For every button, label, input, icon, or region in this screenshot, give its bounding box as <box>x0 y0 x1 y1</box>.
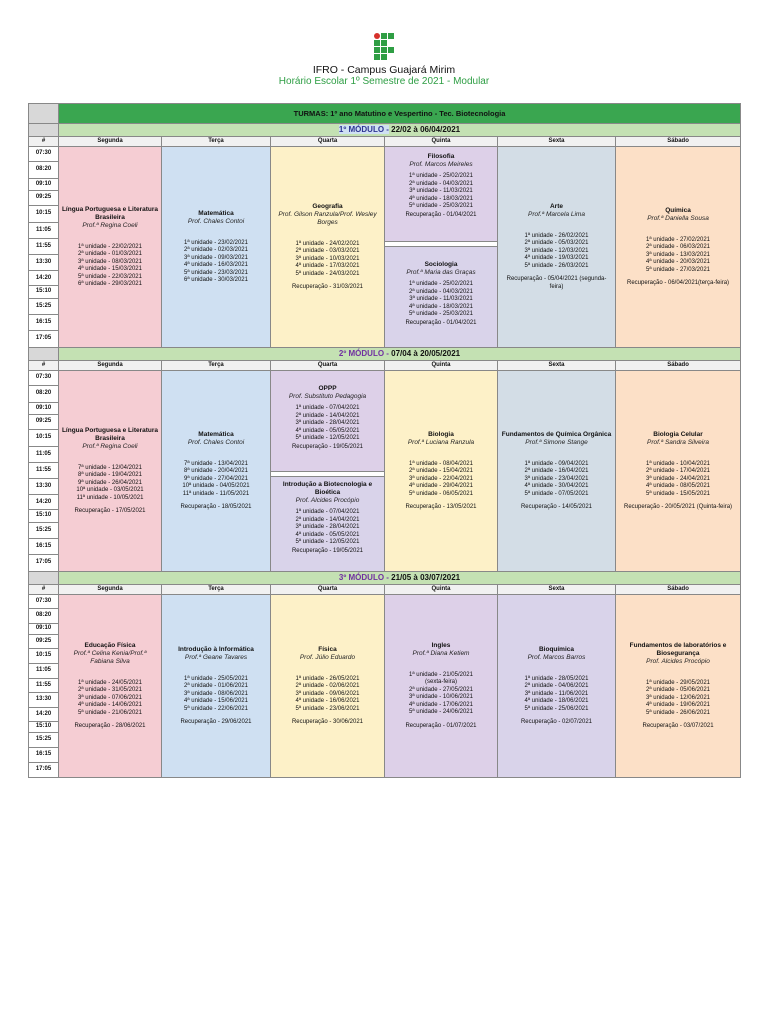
time-slot: 15:25 <box>29 298 59 314</box>
time-slot: 09:25 <box>29 414 59 429</box>
class-cell-mon <box>59 147 162 348</box>
recovery-date: Recuperação - 31/03/2021 <box>291 284 364 290</box>
evaluation-units <box>500 233 613 271</box>
time-slot: 15:10 <box>29 510 59 522</box>
professor-name: Prof. Marcos Barros <box>527 653 586 661</box>
class-cell-fri <box>498 147 616 348</box>
time-slot: 11:05 <box>29 222 59 238</box>
module-name: 3º MÓDULO - <box>338 573 389 583</box>
unit-date: 2ª unidade - 02/03/2021 <box>184 247 248 253</box>
class-block-biotecnologia <box>271 477 384 571</box>
professor-name: Prof.ª Geane Tavares <box>184 653 248 661</box>
professor-name: Prof.ª Maria das Graças <box>406 269 476 276</box>
ifro-logo-icon <box>374 33 394 60</box>
time-slot: 11:55 <box>29 239 59 254</box>
unit-date: 2ª unidade - 15/04/2021 <box>409 468 473 474</box>
class-cell-fri <box>498 371 616 572</box>
subject-name: Física <box>318 645 337 653</box>
unit-date: 2ª unidade - 03/03/2021 <box>295 248 360 254</box>
subject-name: Sociologia <box>424 261 458 268</box>
unit-date: 1ª unidade - 24/02/2021 <box>295 240 360 247</box>
evaluation-units <box>164 240 268 285</box>
unit-date: 1ª unidade - 27/02/2021 <box>646 236 710 243</box>
time-row <box>29 595 741 609</box>
time-slot: 08:20 <box>29 386 59 402</box>
page-title: IFRO - Campus Guajará Mirim <box>312 64 456 76</box>
professor-name: Prof.ª Luciana Ranzula <box>407 438 475 446</box>
subject-name: Arte <box>549 202 563 210</box>
module-title <box>59 124 741 137</box>
time-slot: 09:10 <box>29 402 59 414</box>
unit-date: 5ª unidade - 24/03/2021 <box>295 270 360 277</box>
unit-date: 2ª unidade - 04/03/2021 <box>409 288 473 295</box>
weekday-header-row <box>29 361 741 371</box>
time-slot: 10:15 <box>29 206 59 222</box>
weekday-header: Segunda <box>59 585 162 595</box>
hash-header: # <box>29 361 59 371</box>
weekday-header: Terça <box>162 361 271 371</box>
professor-name: Prof. Gilson Ranzula/Prof. Wesley Borges <box>278 210 377 226</box>
weekday-header: Quinta <box>385 361 498 371</box>
module-title-row <box>29 124 741 137</box>
evaluation-units <box>164 461 268 499</box>
unit-date: 2ª unidade - 01/06/2021 <box>184 683 248 689</box>
evaluation-units <box>500 676 613 714</box>
evaluation-units <box>273 676 382 714</box>
evaluation-units <box>618 680 738 718</box>
unit-date: 5ª unidade - 25/03/2021 <box>409 203 473 209</box>
weekday-header: Terça <box>162 137 271 147</box>
unit-date: 2ª unidade - 27/05/2021 <box>409 686 473 693</box>
class-cell-wed <box>271 595 385 778</box>
unit-date: 4ª unidade - 18/03/2021 <box>409 195 473 202</box>
unit-date: 8ª unidade - 19/04/2021 <box>78 472 142 478</box>
unit-date: 3ª unidade - 12/06/2021 <box>646 694 710 701</box>
professor-name: Prof.ª Marcela Lima <box>528 210 585 218</box>
class-cell-fri <box>498 595 616 778</box>
weekday-header: Quarta <box>271 585 385 595</box>
subject-name: Introdução a Biotecnologia e Bioética <box>282 481 373 496</box>
subject-name: Bioquímica <box>538 645 575 653</box>
unit-date: 4ª unidade - 15/06/2021 <box>184 698 248 704</box>
time-slot: 14:20 <box>29 495 59 510</box>
unit-date: 5ª unidade - 06/05/2021 <box>409 490 473 497</box>
unit-date: 2ª unidade - 06/03/2021 <box>646 244 710 250</box>
unit-date: 8ª unidade - 20/04/2021 <box>184 468 248 474</box>
professor-name: Prof.ª Simone Stange <box>525 438 588 446</box>
unit-date: 2ª unidade - 05/03/2021 <box>524 240 589 247</box>
class-cell-sat <box>616 595 741 778</box>
hash-header: # <box>29 585 59 595</box>
recovery-date: Recuperação - 05/04/2021 (segunda-feira) <box>506 276 607 290</box>
subject-name: Educação Física <box>84 641 136 649</box>
evaluation-units <box>271 405 384 443</box>
unit-date: 2ª unidade - 16/04/2021 <box>524 468 589 474</box>
unit-date: 3ª unidade - 12/03/2021 <box>524 247 589 254</box>
turmas-banner: TURMAS: 1º ano Matutino e Vespertino - Tec. Biotecnologia <box>59 104 741 124</box>
evaluation-units <box>387 461 495 499</box>
module-dates: 21/05 à 03/07/2021 <box>388 573 461 583</box>
recovery-date: Recuperação - 19/05/2021 <box>291 547 364 554</box>
corner-cell <box>29 104 59 124</box>
module-title <box>59 572 741 585</box>
subject-name: OPPP <box>318 385 337 392</box>
unit-date: 4ª unidade - 17/06/2021 <box>409 701 473 708</box>
unit-date: 5ª unidade - 23/03/2021 <box>184 269 248 276</box>
unit-date: 2ª unidade - 04/03/2021 <box>409 180 473 187</box>
unit-date: 2ª unidade - 31/05/2021 <box>78 687 142 693</box>
unit-date: 3ª unidade - 28/04/2021 <box>295 420 360 426</box>
unit-date: 5ª unidade - 25/03/2021 <box>409 311 473 317</box>
weekday-header: Sábado <box>616 361 741 371</box>
weekday-header: Sexta <box>498 585 616 595</box>
class-cell-sat <box>616 147 741 348</box>
unit-date: 4ª unidade - 17/03/2021 <box>295 263 360 269</box>
unit-date: 4ª unidade - 18/06/2021 <box>524 698 589 704</box>
time-slot: 10:15 <box>29 649 59 664</box>
evaluation-units <box>385 281 497 319</box>
class-block-sociologia <box>385 247 497 347</box>
time-slot: 08:20 <box>29 162 59 178</box>
time-slot: 09:10 <box>29 178 59 190</box>
evaluation-units <box>618 461 738 499</box>
time-slot: 13:30 <box>29 693 59 708</box>
unit-date: 3ª unidade - 10/06/2021 <box>409 694 473 701</box>
unit-date: 1ª unidade - 24/05/2021 <box>78 679 142 686</box>
professor-name: Prof.ª Sandra Silveira <box>647 438 710 446</box>
unit-date: 4ª unidade - 16/03/2021 <box>184 262 248 268</box>
time-slot: 13:30 <box>29 254 59 270</box>
unit-date: 4ª unidade - 30/04/2021 <box>524 483 589 489</box>
unit-date: 1ª unidade - 28/05/2021 <box>524 675 589 682</box>
time-slot: 11:55 <box>29 463 59 478</box>
unit-date: 2ª unidade - 01/03/2021 <box>78 251 142 257</box>
unit-date: 1ª unidade - 26/05/2021 <box>295 675 360 682</box>
unit-date: 2ª unidade - 14/04/2021 <box>295 412 360 419</box>
recovery-date: Recuperação - 01/04/2021 <box>405 319 477 326</box>
subject-name: Matemática <box>198 430 234 438</box>
page-header <box>0 26 768 88</box>
unit-date: 5ª unidade - 15/05/2021 <box>646 490 710 497</box>
professor-name: Prof. Alcides Procópio <box>295 497 360 504</box>
corner-cell <box>29 572 59 585</box>
subject-name: Fundamentos de Química Orgânica <box>501 430 612 438</box>
unit-date: 4ª unidade - 18/03/2021 <box>409 303 473 310</box>
unit-date: 3ª unidade - 22/04/2021 <box>409 475 473 482</box>
weekday-header-row <box>29 585 741 595</box>
evaluation-units <box>273 241 382 279</box>
time-slot: 16:15 <box>29 315 59 331</box>
recovery-date: Recuperação - 02/07/2021 <box>520 719 593 725</box>
unit-date: 6ª unidade - 30/03/2021 <box>184 277 248 283</box>
recovery-date: Recuperação - 01/04/2021 <box>405 211 477 218</box>
unit-date: 4ª unidade - 14/06/2021 <box>78 702 142 708</box>
unit-date: 4ª unidade - 29/04/2021 <box>409 483 473 489</box>
unit-date: 3ª unidade - 08/06/2021 <box>184 690 248 697</box>
time-slot: 15:10 <box>29 286 59 298</box>
time-slot: 07:30 <box>29 371 59 386</box>
unit-date: 1ª unidade - 21/05/2021 <box>409 671 473 678</box>
unit-date: 1ª unidade - 07/04/2021 <box>295 405 360 411</box>
time-slot: 07:30 <box>29 595 59 609</box>
unit-date: 2ª unidade - 05/06/2021 <box>646 687 710 693</box>
time-slot: 14:20 <box>29 271 59 286</box>
subject-name: Filosofia <box>427 153 455 160</box>
evaluation-units <box>61 244 159 289</box>
unit-date: 5ª unidade - 22/03/2021 <box>78 273 142 280</box>
unit-date: 5ª unidade - 26/06/2021 <box>646 709 710 716</box>
unit-date: 4ª unidade - 05/05/2021 <box>295 427 360 434</box>
time-slot: 16:15 <box>29 539 59 555</box>
subject-name: Língua Portuguesa e Literatura Brasileira <box>61 205 159 221</box>
class-cell-thu <box>385 371 498 572</box>
professor-name: Prof.ª Regina Coeli <box>82 221 138 229</box>
professor-name: Prof.ª Daniella Sousa <box>647 214 709 222</box>
unit-date: 7ª unidade - 12/04/2021 <box>78 464 142 471</box>
time-slot: 09:25 <box>29 190 59 205</box>
time-slot: 16:15 <box>29 748 59 763</box>
unit-date: 2ª unidade - 04/06/2021 <box>524 683 589 689</box>
class-block-filosofia <box>385 147 497 241</box>
time-slot: 15:25 <box>29 522 59 538</box>
unit-date: 1ª unidade - 10/04/2021 <box>646 460 710 467</box>
unit-date: 3ª unidade - 11/03/2021 <box>409 188 473 194</box>
unit-date: 3ª unidade - 11/03/2021 <box>409 296 473 302</box>
time-row <box>29 147 741 162</box>
weekday-header: Segunda <box>59 361 162 371</box>
module-name: 1º MÓDULO - <box>338 125 389 135</box>
subject-name: Língua Portuguesa e Literatura Brasileira <box>61 426 159 442</box>
weekday-header: Quarta <box>271 361 385 371</box>
time-slot: 09:25 <box>29 635 59 649</box>
weekday-header-row <box>29 137 741 147</box>
time-slot: 15:10 <box>29 722 59 733</box>
module-title <box>59 348 741 361</box>
unit-date: 5ª unidade - 12/05/2021 <box>295 539 360 545</box>
unit-date: 3ª unidade - 07/06/2021 <box>78 694 142 701</box>
unit-date: 3ª unidade - 08/03/2021 <box>78 258 142 265</box>
class-cell-tue <box>162 371 271 572</box>
recovery-date: Recuperação - 13/05/2021 <box>405 504 477 510</box>
unit-date: 1ª unidade - 25/02/2021 <box>409 281 473 287</box>
unit-date: 5ª unidade - 25/06/2021 <box>524 705 589 712</box>
recovery-date: Recuperação - 18/05/2021 <box>180 504 252 510</box>
time-slot: 14:20 <box>29 708 59 722</box>
unit-date: 1ª unidade - 08/04/2021 <box>409 460 473 467</box>
time-slot: 11:55 <box>29 679 59 693</box>
evaluation-units <box>164 676 268 714</box>
professor-name: Prof. Marcos Meireles <box>409 161 473 168</box>
unit-date: 5ª unidade - 07/05/2021 <box>524 490 589 497</box>
time-slot: 17:05 <box>29 331 59 348</box>
unit-date: 7ª unidade - 13/04/2021 <box>184 460 248 467</box>
class-block-oppp <box>271 371 384 471</box>
time-slot: 13:30 <box>29 478 59 494</box>
unit-date: (sexta-feira) <box>424 679 457 686</box>
professor-name: Prof. Chales Contoi <box>187 217 245 225</box>
unit-date: 10ª unidade - 04/05/2021 <box>182 483 250 489</box>
unit-date: 1ª unidade - 22/02/2021 <box>78 243 142 250</box>
class-cell-mon <box>59 371 162 572</box>
unit-date: 2ª unidade - 14/04/2021 <box>295 516 360 523</box>
weekday-header: Quinta <box>385 585 498 595</box>
unit-date: 3ª unidade - 23/04/2021 <box>524 475 589 482</box>
unit-date: 11ª unidade - 10/05/2021 <box>76 494 144 501</box>
hash-header: # <box>29 137 59 147</box>
time-slot: 09:10 <box>29 624 59 635</box>
class-cell-tue <box>162 595 271 778</box>
subject-name: Biologia <box>428 430 454 438</box>
class-cell-thu <box>385 147 498 348</box>
weekday-header: Terça <box>162 585 271 595</box>
unit-date: 3ª unidade - 11/06/2021 <box>524 690 589 697</box>
time-slot: 08:20 <box>29 609 59 624</box>
recovery-date: Recuperação - 28/06/2021 <box>74 723 146 729</box>
weekday-header: Sexta <box>498 137 616 147</box>
subject-name: Introdução à Informática <box>178 645 254 653</box>
recovery-date: Recuperação - 29/06/2021 <box>180 719 252 725</box>
unit-date: 9ª unidade - 27/04/2021 <box>184 475 248 482</box>
professor-name: Prof. Substituto Pedagogia <box>288 393 367 400</box>
unit-date: 11ª unidade - 11/05/2021 <box>182 490 250 497</box>
unit-date: 5ª unidade - 21/06/2021 <box>78 709 142 716</box>
recovery-date: Recuperação - 03/07/2021 <box>642 723 714 729</box>
time-slot: 15:25 <box>29 733 59 748</box>
unit-date: 4ª unidade - 16/06/2021 <box>295 698 360 704</box>
corner-cell <box>29 348 59 361</box>
module-name: 2º MÓDULO - <box>338 349 389 359</box>
evaluation-units <box>61 680 159 718</box>
recovery-date: Recuperação - 14/05/2021 <box>520 504 593 510</box>
module-title-row <box>29 348 741 361</box>
subject-name: Ingles <box>431 641 451 649</box>
weekday-header: Sexta <box>498 361 616 371</box>
unit-date: 1ª unidade - 26/02/2021 <box>524 232 589 239</box>
time-slot: 11:05 <box>29 664 59 679</box>
unit-date: 5ª unidade - 23/06/2021 <box>295 705 360 712</box>
professor-name: Prof.ª Diana Ketiem <box>412 649 470 657</box>
weekday-header: Quarta <box>271 137 385 147</box>
recovery-date: Recuperação - 06/04/2021(terça-feira) <box>626 280 730 286</box>
class-cell-thu <box>385 595 498 778</box>
professor-name: Prof. Alcides Procópio <box>646 657 710 665</box>
weekday-header: Segunda <box>59 137 162 147</box>
time-row <box>29 371 741 386</box>
unit-date: 1ª unidade - 25/02/2021 <box>409 173 473 179</box>
subject-name: Química <box>665 206 691 214</box>
unit-date: 3ª unidade - 24/04/2021 <box>646 475 710 482</box>
unit-date: 3ª unidade - 13/03/2021 <box>646 251 710 258</box>
evaluation-units <box>500 461 613 499</box>
time-slot: 07:30 <box>29 147 59 162</box>
page-subtitle: Horário Escolar 1º Semestre de 2021 - Modular <box>278 76 490 87</box>
unit-date: 1ª unidade - 07/04/2021 <box>295 509 360 515</box>
professor-name: Prof.ª Regina Coeli <box>82 442 138 450</box>
schedule-table <box>28 103 741 778</box>
unit-date: 1ª unidade - 25/05/2021 <box>184 675 248 682</box>
class-cell-wed <box>271 371 385 572</box>
weekday-header: Sábado <box>616 585 741 595</box>
module-dates: 22/02 à 06/04/2021 <box>388 125 461 135</box>
unit-date: 1ª unidade - 23/02/2021 <box>184 239 248 246</box>
unit-date: 10ª unidade - 03/05/2021 <box>76 487 144 493</box>
class-cell-tue <box>162 147 271 348</box>
unit-date: 2ª unidade - 02/06/2021 <box>295 683 360 689</box>
unit-date: 3ª unidade - 09/03/2021 <box>184 254 248 261</box>
unit-date: 5ª unidade - 24/06/2021 <box>409 709 473 716</box>
weekday-header: Sábado <box>616 137 741 147</box>
subject-name: Matemática <box>198 209 234 217</box>
class-cell-sat <box>616 371 741 572</box>
unit-date: 3ª unidade - 28/04/2021 <box>295 524 360 530</box>
unit-date: 5ª unidade - 27/03/2021 <box>646 266 710 273</box>
subject-name: Fundamentos de laboratórios e Biosegurança <box>629 641 727 657</box>
evaluation-units <box>271 509 384 547</box>
evaluation-units <box>387 672 495 717</box>
evaluation-units <box>618 237 738 275</box>
unit-date: 4ª unidade - 05/05/2021 <box>295 531 360 538</box>
unit-date: 4ª unidade - 19/03/2021 <box>524 255 589 262</box>
evaluation-units <box>61 465 159 503</box>
professor-name: Prof. Júlio Eduardo <box>299 653 356 661</box>
unit-date: 2ª unidade - 17/04/2021 <box>646 468 710 474</box>
time-slot: 10:15 <box>29 430 59 446</box>
unit-date: 3ª unidade - 10/03/2021 <box>295 255 360 262</box>
unit-date: 4ª unidade - 08/05/2021 <box>646 483 710 489</box>
unit-date: 6ª unidade - 29/03/2021 <box>78 281 142 287</box>
professor-name: Prof.ª Celina Kenia/Prof.ª Fabiana Silva <box>73 649 147 665</box>
recovery-date: Recuperação - 17/05/2021 <box>74 508 146 514</box>
time-slot: 11:05 <box>29 446 59 462</box>
recovery-date: Recuperação - 01/07/2021 <box>405 722 477 729</box>
unit-date: 4ª unidade - 20/03/2021 <box>646 259 710 265</box>
unit-date: 4ª unidade - 19/06/2021 <box>646 702 710 708</box>
class-cell-wed <box>271 147 385 348</box>
recovery-date: Recuperação - 19/05/2021 <box>291 443 364 450</box>
class-cell-mon <box>59 595 162 778</box>
unit-date: 5ª unidade - 22/06/2021 <box>184 705 248 712</box>
weekday-header: Quinta <box>385 137 498 147</box>
module-dates: 07/04 à 20/05/2021 <box>388 349 461 359</box>
subject-name: Biologia Celular <box>653 430 703 438</box>
professor-name: Prof. Chales Contoi <box>187 438 245 446</box>
unit-date: 1ª unidade - 29/05/2021 <box>646 679 710 686</box>
unit-date: 1ª unidade - 09/04/2021 <box>524 460 589 467</box>
time-slot: 17:05 <box>29 763 59 778</box>
unit-date: 3ª unidade - 09/06/2021 <box>295 690 360 697</box>
recovery-date: Recuperação - 20/05/2021 (Quinta-feira) <box>623 504 733 510</box>
corner-cell <box>29 124 59 137</box>
module-title-row <box>29 572 741 585</box>
unit-date: 9ª unidade - 26/04/2021 <box>78 479 142 486</box>
evaluation-units <box>385 173 497 211</box>
time-slot: 17:05 <box>29 555 59 572</box>
unit-date: 5ª unidade - 12/05/2021 <box>295 435 360 441</box>
subject-name: Geografia <box>312 202 343 210</box>
unit-date: 5ª unidade - 26/03/2021 <box>524 262 589 269</box>
recovery-date: Recuperação - 30/06/2021 <box>291 719 364 725</box>
unit-date: 4ª unidade - 15/03/2021 <box>78 266 142 272</box>
